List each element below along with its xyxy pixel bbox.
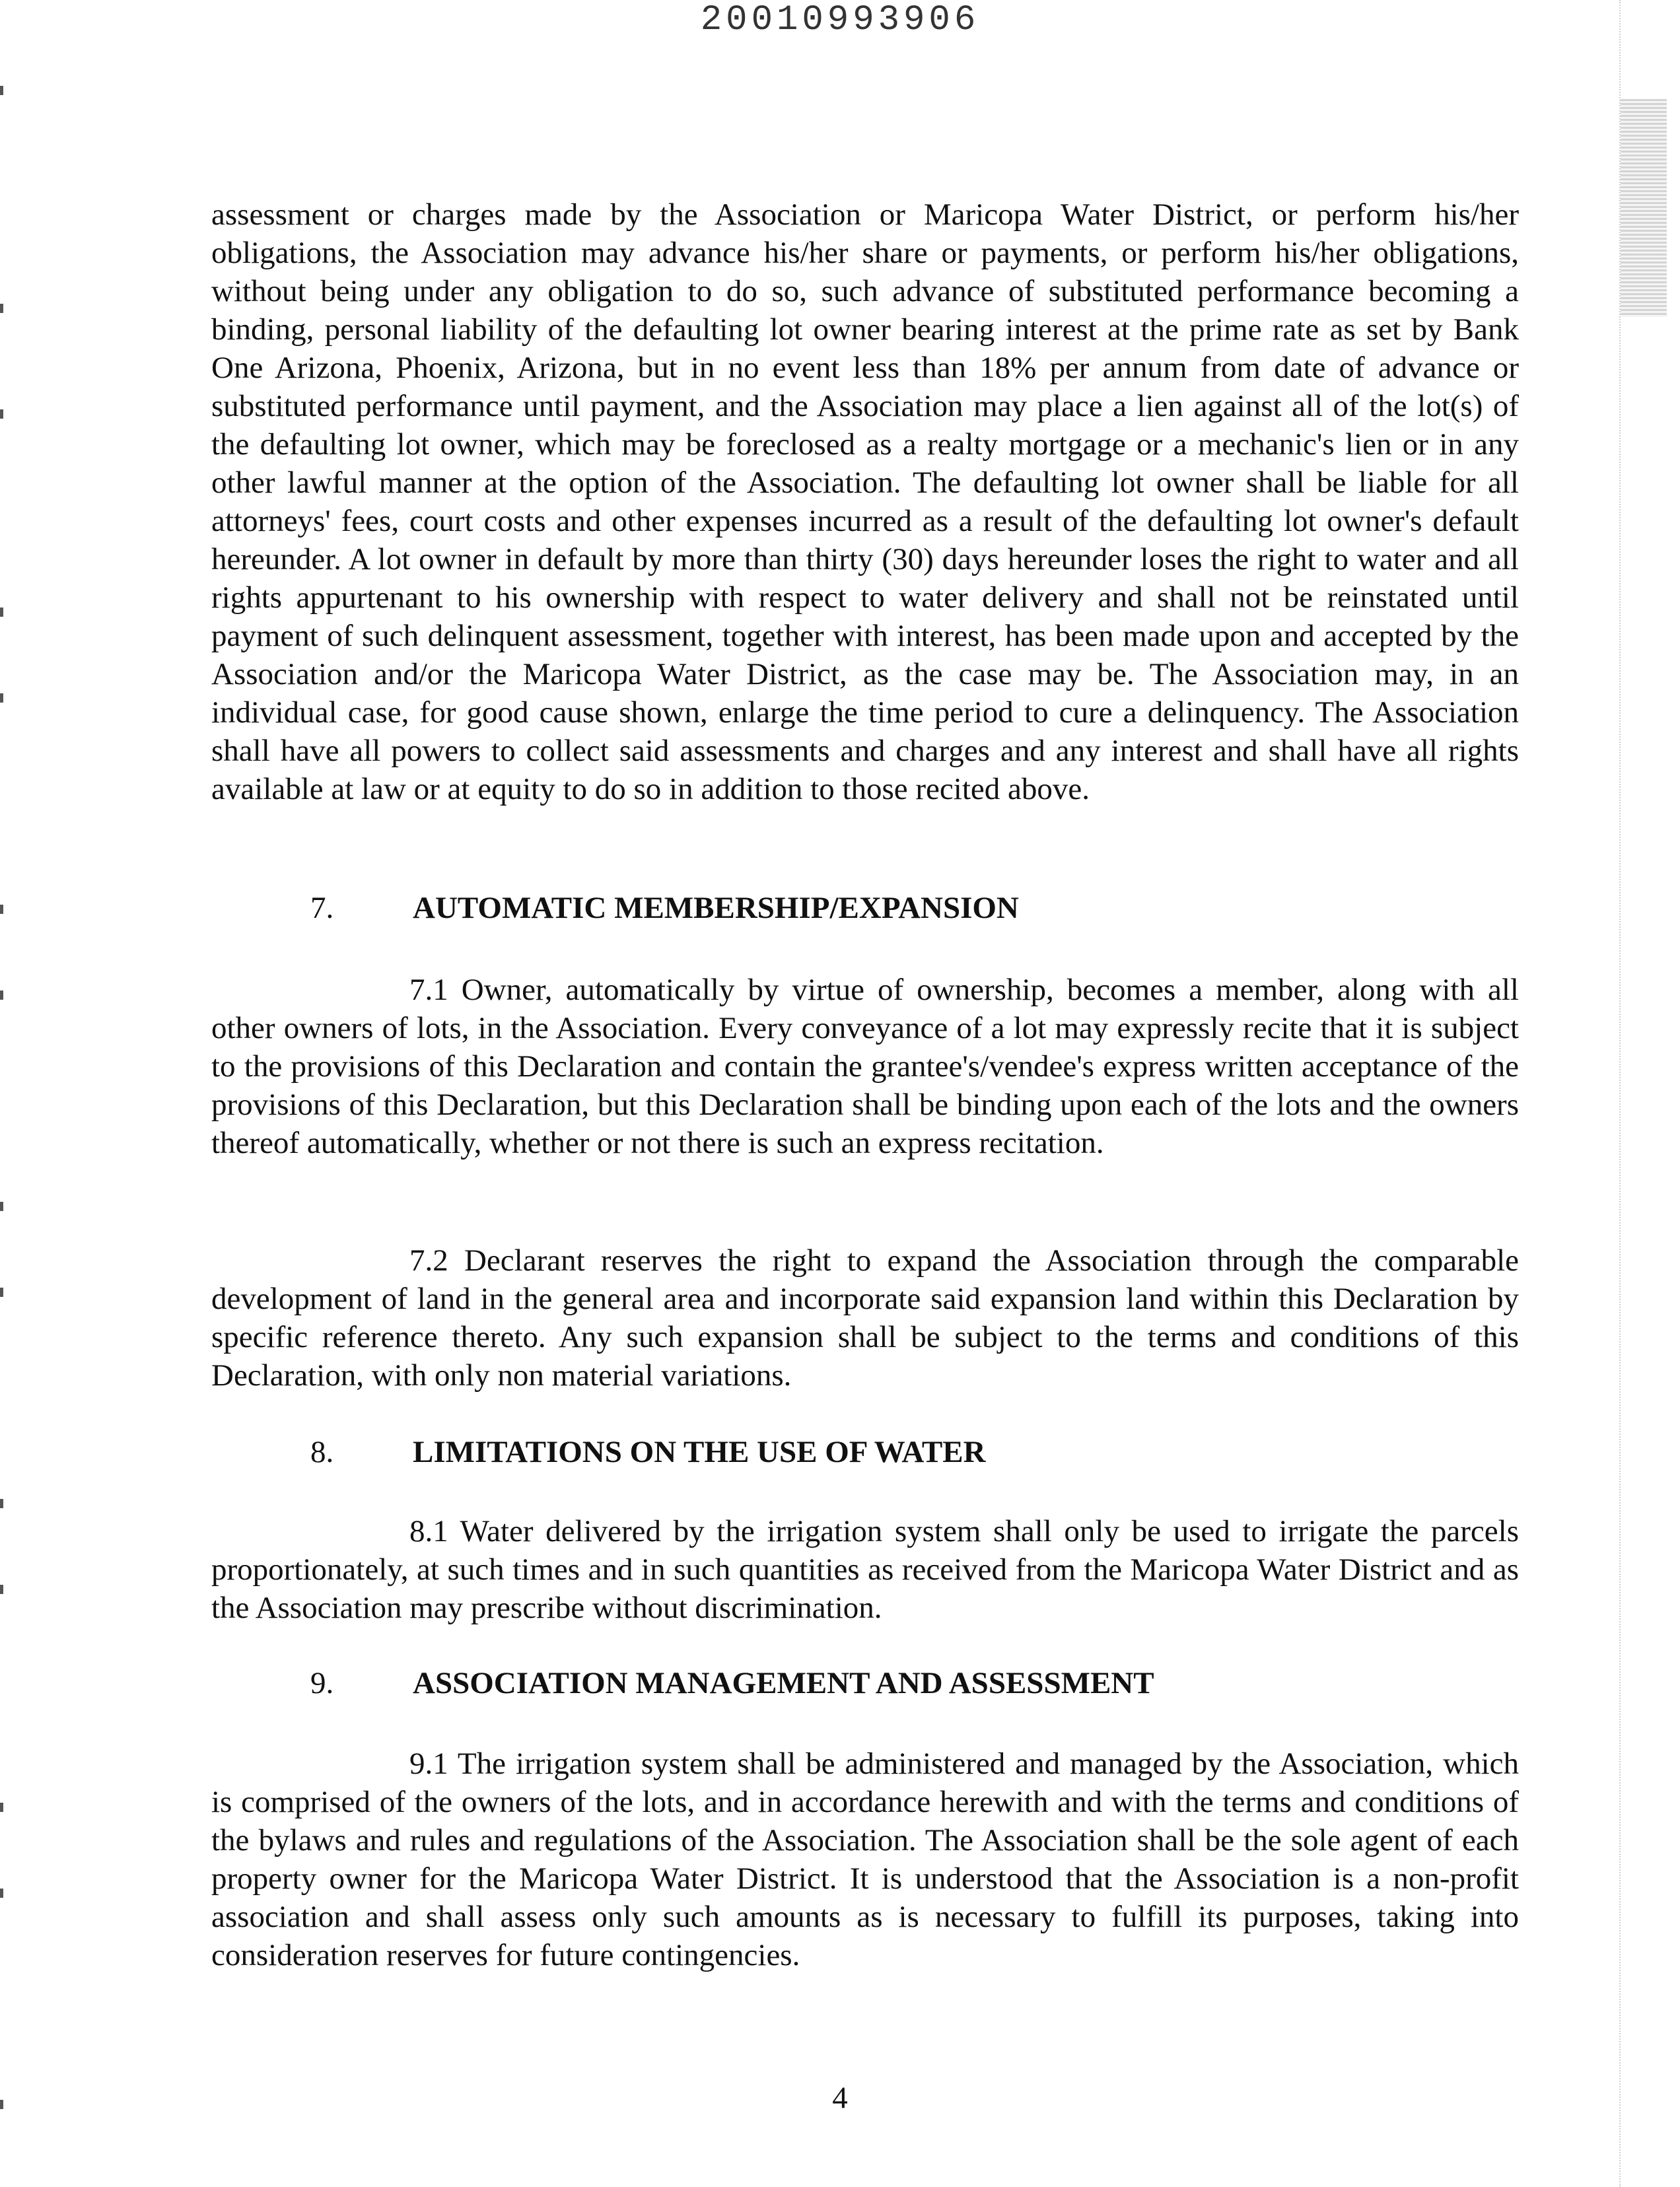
section-7-2-paragraph	[211, 1241, 1519, 1395]
section-8-title: LIMITATIONS ON THE USE OF WATER	[413, 1435, 986, 1469]
section-7-number: 7.	[310, 891, 334, 925]
section-8-heading	[310, 1434, 986, 1470]
continuation-paragraph: assessment or charges made by the Association or Maricopa Water District, or perform his/her obligations, the Association may advance his/her share or payments, or perform his/her obligations, without being under any obligation to do so, such advance of substituted performance becoming a binding, personal liability of the defaulting lot owner bearing interest at the prime rate as set by Bank One Arizona, Phoenix, Arizona, but in no event less than 18% per annum from date of advance or substituted performance until payment, and the Association may place a lien against all of the lot(s) of the defaulting lot owner, which may be foreclosed as a realty mortgage or a mechanic's lien or in any other lawful manner at the option of the Association. The defaulting lot owner shall be liable for all attorneys' fees, court costs and other expenses incurred as a result of the defaulting lot owner's default hereunder. A lot owner in default by more than thirty (30) days hereunder loses the right to water and all rights appurtenant to his ownership with respect to water delivery and shall not be reinstated until payment of such delinquent assessment, together with interest, has been made upon and accepted by the Association and/or the Maricopa Water District, as the case may be. The Association may, in an individual case, for good cause shown, enlarge the time period to cure a delinquency. The Association shall have all powers to collect said assessments and charges and any interest and shall have all rights available at law or at equity to do so in addition to those recited above.	[211, 197, 1519, 806]
scan-margin-mark	[0, 1499, 3, 1508]
section-7-1-text: 7.1 Owner, automatically by virtue of ownership, becomes a member, along with all other owners of lots, in the Association. Every conveyance of a lot may expressly recite that it is subject to the provisions of this Declaration and contain the grantee's/vendee's express written acceptance of the provisions of this Declaration, but this Declaration shall be binding upon each of the lots and the owners thereof automatically, whether or not there is such an express recitation.	[211, 973, 1519, 1160]
section-7-1-paragraph	[211, 971, 1519, 1162]
scan-margin-mark	[0, 304, 3, 313]
scan-margin-mark	[0, 693, 3, 703]
scan-margin-mark	[0, 608, 3, 617]
section-9-number: 9.	[310, 1666, 334, 1700]
scan-margin-mark	[0, 1803, 3, 1812]
scan-margin-mark	[0, 1889, 3, 1898]
section-7-heading	[310, 890, 1019, 926]
scan-barcode-strip	[1621, 99, 1667, 317]
section-9-1-paragraph	[211, 1745, 1519, 1974]
section-7-title: AUTOMATIC MEMBERSHIP/EXPANSION	[413, 891, 1019, 925]
scan-margin-mark	[0, 86, 3, 95]
scan-margin-border	[1619, 0, 1680, 2187]
document-number: 20010993906	[700, 0, 980, 40]
section-7-2-text: 7.2 Declarant reserves the right to expand the Association through the comparable development of land in the general area and incorporate said expansion land within this Declaration by specific reference thereto. Any such expansion shall be subject to the terms and conditions of this Declaration, with only non material variations.	[211, 1243, 1519, 1393]
scan-margin-mark	[0, 409, 3, 419]
section-9-heading	[310, 1665, 1154, 1701]
section-8-number: 8.	[310, 1435, 334, 1469]
section-9-title: ASSOCIATION MANAGEMENT AND ASSESSMENT	[413, 1666, 1154, 1700]
scan-margin-mark	[0, 1585, 3, 1594]
page-number: 4	[832, 2081, 848, 2115]
section-9-1-text: 9.1 The irrigation system shall be administered and managed by the Association, which is comprised of the owners of the lots, and in accordance herewith and with the terms and conditions of the bylaws and rules and regulations of the Association. The Association shall be the sole agent of each property owner for the Maricopa Water District. It is understood that the Association is a non-profit association and shall assess only such amounts as is necessary to fulfill its purposes, taking into consideration reserves for future contingencies.	[211, 1747, 1519, 1972]
scan-margin-mark	[0, 905, 3, 914]
section-8-1-paragraph	[211, 1512, 1519, 1627]
section-8-1-text: 8.1 Water delivered by the irrigation system shall only be used to irrigate the parcels proportionately, at such times and in such quantities as received from the Maricopa Water District and as the Association may prescribe without discrimination.	[211, 1514, 1519, 1625]
scan-margin-mark	[0, 1202, 3, 1211]
scan-margin-mark	[0, 1288, 3, 1297]
scan-margin-mark	[0, 990, 3, 1000]
